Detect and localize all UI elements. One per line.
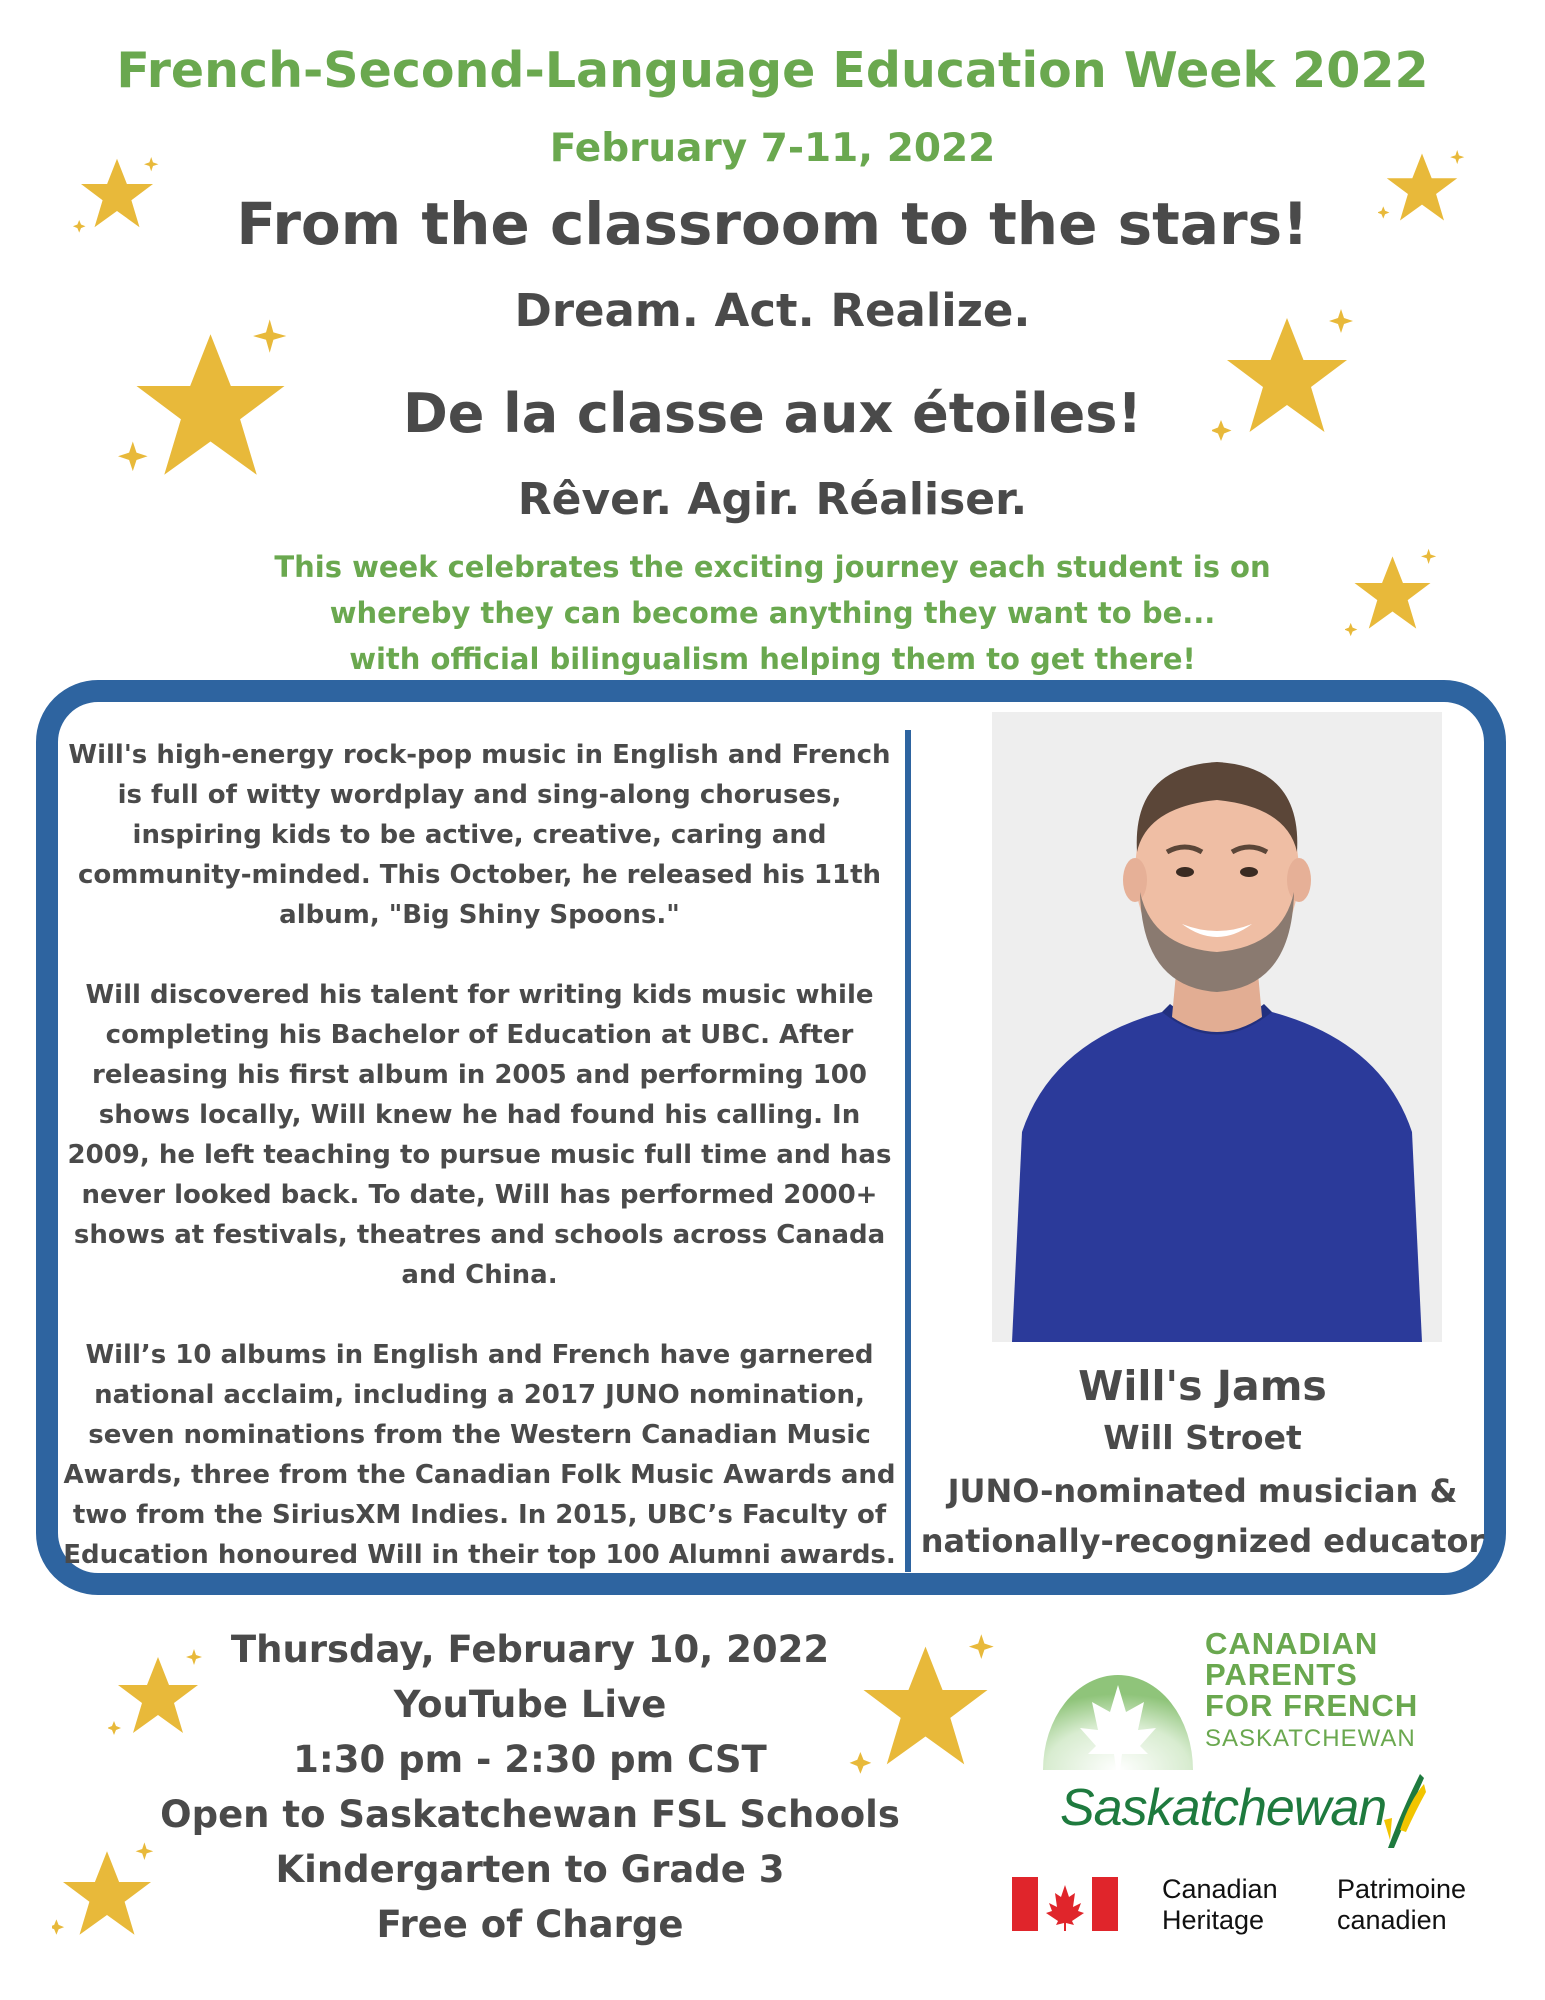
event-platform: YouTube Live <box>393 1683 667 1726</box>
event-title: French-Second-Language Education Week 2022 <box>116 42 1429 99</box>
sparkle-icon <box>1329 309 1353 333</box>
bio-paragraph: Will’s 10 albums in English and French have garnered national acclaim, including a 2017 JUNO nomination, seven nominations from the Western Canadian Music Awards, three from the Canadian Folk Music Awards and two from the SiriusXM Indies. In 2015, UBC’s Faculty of Education honoured Will in their top 100 Alumni awards. <box>63 1340 896 1570</box>
event-grades: Kindergarten to Grade 3 <box>275 1848 785 1891</box>
bio-paragraph: Will discovered his talent for writing kids music while completing his Bachelor of Education at UBC. After releasing his first album in 2005 and performing 100 shows locally, Will knew he had found his calling. In 2009, he left teaching to pursue music full time and has never looked back. To date, Will has performed 2000+ shows at festivals, theatres and schools across Canada and China. <box>67 980 892 1290</box>
saskatchewan-logo: Saskatchewan <box>1060 1779 1387 1837</box>
ch-en-line: Heritage <box>1162 1905 1265 1935</box>
maple-leaf-icon <box>1038 1650 1198 1780</box>
sparkle-icon <box>144 157 158 171</box>
motto-french: Rêver. Agir. Réaliser. <box>517 474 1028 525</box>
cpf-logo-subtitle: SASKATCHEWAN <box>1205 1725 1416 1752</box>
cpf-line: CANADIAN <box>1205 1626 1379 1661</box>
bio-paragraph: Will's high-energy rock-pop music in English and French is full of witty wordplay and sing-along choruses, inspiring kids to be active, creative, caring and community-minded. This October, he released his 11th album, "Big Shiny Spoons." <box>68 740 891 930</box>
sparkle-icon <box>1345 623 1357 636</box>
star-icon <box>118 312 303 497</box>
performer-photo <box>992 712 1442 1342</box>
sparkle-icon <box>118 442 148 472</box>
ch-fr-line: Patrimoine <box>1337 1874 1467 1904</box>
ch-en-line: Canadian <box>1162 1874 1278 1904</box>
sparkle-icon <box>253 319 286 352</box>
cpf-line: PARENTS <box>1205 1657 1358 1692</box>
sparkle-icon <box>1450 150 1464 164</box>
event-date: Thursday, February 10, 2022 <box>230 1628 830 1671</box>
sparkle-icon <box>1421 549 1436 564</box>
slogan-english: From the classroom to the stars! <box>236 190 1309 258</box>
cpf-line: FOR FRENCH <box>1205 1688 1419 1723</box>
star-icon <box>1212 300 1362 450</box>
star-icon <box>1345 545 1440 640</box>
slogan-french: De la classe aux étoiles! <box>402 382 1143 445</box>
canadian-heritage-english <box>1162 1874 1278 1936</box>
intro-line: with official bilingualism helping them to get there! <box>349 642 1196 676</box>
canadian-heritage-french <box>1337 1874 1466 1936</box>
ch-fr-line: canadien <box>1337 1905 1447 1935</box>
event-time: 1:30 pm - 2:30 pm CST <box>293 1738 767 1781</box>
event-audience: Open to Saskatchewan FSL Schools <box>160 1793 900 1836</box>
sparkle-icon <box>1212 420 1232 441</box>
wheat-icon <box>1380 1770 1428 1850</box>
performer-bio <box>62 735 897 1615</box>
sparkle-icon <box>1378 206 1389 218</box>
event-dates: February 7-11, 2022 <box>549 126 996 171</box>
star-icon <box>1378 143 1466 231</box>
performer-desc-line: nationally-recognized educator <box>920 1522 1485 1560</box>
performer-description <box>920 1466 1485 1566</box>
panel-divider <box>905 730 911 1572</box>
sparkle-icon <box>969 1634 994 1659</box>
sparkle-icon <box>73 220 86 233</box>
performer-name: Will Stroet <box>1103 1418 1302 1457</box>
performer-desc-line: JUNO-nominated musician & <box>947 1472 1458 1510</box>
intro-text <box>0 544 1545 682</box>
canada-flag-icon <box>1012 1877 1118 1931</box>
act-name: Will's Jams <box>1078 1362 1327 1410</box>
sparkle-icon <box>52 1919 64 1934</box>
event-details <box>120 1622 940 1952</box>
intro-line: whereby they can become anything they want to be... <box>329 596 1216 630</box>
intro-line: This week celebrates the exciting journey each student is on <box>274 550 1271 584</box>
cpf-logo-text <box>1205 1628 1418 1721</box>
star-icon <box>72 148 162 238</box>
motto-english: Dream. Act. Realize. <box>514 284 1031 337</box>
event-cost: Free of Charge <box>376 1903 684 1946</box>
